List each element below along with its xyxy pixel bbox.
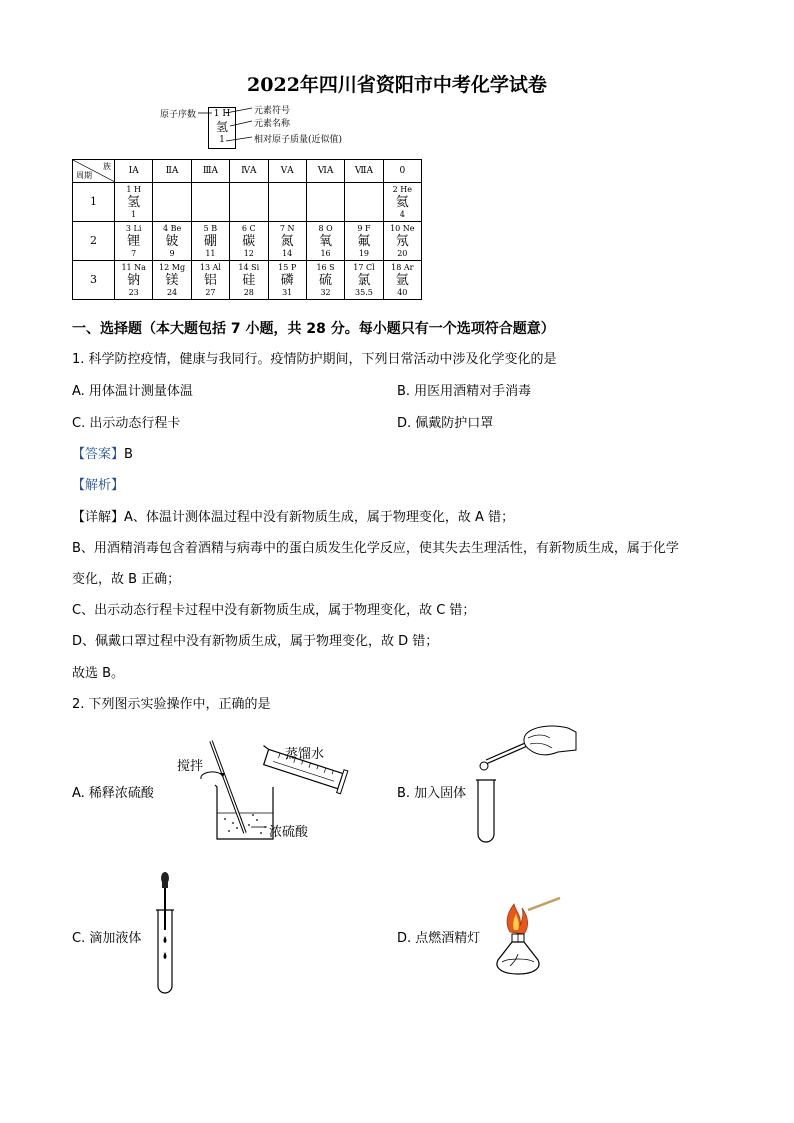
element-symbol: 8 O xyxy=(318,223,333,233)
period-row xyxy=(73,183,422,222)
element-cell xyxy=(115,222,153,261)
element-cell xyxy=(268,222,306,261)
figure-drop-liquid xyxy=(150,870,180,998)
element-symbol: 5 B xyxy=(203,223,218,233)
key-sample-mass: 1 xyxy=(219,135,225,145)
element-cell xyxy=(383,261,421,300)
element-symbol: 17 Cl xyxy=(353,262,375,272)
q2-stem: 2. 下列图示实验操作中，正确的是 xyxy=(72,697,271,712)
element-mass: 35.5 xyxy=(355,287,373,297)
element-name: 锂 xyxy=(127,233,141,249)
answer-value: B xyxy=(124,447,133,462)
element-mass: 20 xyxy=(397,248,408,258)
element-name: 碳 xyxy=(242,233,256,249)
empty-cell xyxy=(153,183,191,222)
element-symbol: 7 N xyxy=(279,223,295,233)
element-mass: 23 xyxy=(128,287,139,297)
element-name: 镁 xyxy=(165,272,179,288)
name-label: 元素名称 xyxy=(254,119,291,129)
detail-1-text: A、体温计测体温过程中没有新物质生成，属于物理变化，故 A 错； xyxy=(124,510,515,525)
element-mass: 27 xyxy=(205,287,216,297)
element-symbol: 14 Si xyxy=(238,262,260,272)
element-symbol: 12 Mg xyxy=(159,262,186,272)
element-cell xyxy=(345,261,383,300)
figure-light-lamp xyxy=(488,888,578,980)
periodic-table xyxy=(72,159,422,300)
group-header: ⅠA xyxy=(115,160,153,183)
q1-detail-2a: B、用酒精消毒包含着酒精与病毒中的蛋白质发生化学反应，使其失去生理活性，有新物质生成，属于化学 xyxy=(72,541,679,556)
element-name: 氧 xyxy=(319,233,333,249)
q2-option-b: B. 加入固体 xyxy=(397,786,467,801)
element-mass: 32 xyxy=(320,287,331,297)
element-cell xyxy=(306,222,344,261)
element-symbol: 16 S xyxy=(316,262,335,272)
group-header: ⅥA xyxy=(306,160,344,183)
symbol-label: 元素符号 xyxy=(254,106,291,116)
analysis-tag: 【解析】 xyxy=(72,478,125,493)
element-name: 硫 xyxy=(319,272,333,288)
element-symbol: 4 Be xyxy=(162,223,182,233)
element-symbol: 13 Al xyxy=(199,262,221,272)
element-cell xyxy=(153,261,191,300)
answer-tag: 【答案】 xyxy=(72,447,125,462)
label-concentrated-acid: 浓硫酸 xyxy=(269,825,309,840)
q1-answer xyxy=(72,443,133,462)
element-name: 氦 xyxy=(395,194,409,210)
element-name: 氩 xyxy=(395,272,409,288)
dropper-test-tube-icon xyxy=(150,870,180,998)
period-number: 2 xyxy=(73,222,115,261)
q1-option-b: B. 用医用酒精对手消毒 xyxy=(397,384,532,399)
element-cell xyxy=(153,222,191,261)
element-name: 磷 xyxy=(280,272,294,288)
element-cell xyxy=(191,222,229,261)
group-header: ⅣA xyxy=(230,160,268,183)
element-symbol: 2 He xyxy=(392,184,412,194)
element-cell xyxy=(383,222,421,261)
section-heading: 一、选择题（本大题包括 7 小题，共 28 分。每小题只有一个选项符合题意） xyxy=(72,321,555,337)
element-name: 钠 xyxy=(127,272,141,288)
empty-cell xyxy=(268,183,306,222)
element-name: 氟 xyxy=(357,233,371,249)
q2-option-d: D. 点燃酒精灯 xyxy=(397,931,481,946)
element-mass: 40 xyxy=(397,287,408,297)
figure-add-solid xyxy=(468,722,578,850)
period-number: 3 xyxy=(73,261,115,300)
element-name: 氮 xyxy=(280,233,294,249)
element-symbol: 9 F xyxy=(357,223,371,233)
corner-period-label: 周期 xyxy=(76,171,92,180)
group-header: ⅦA xyxy=(345,160,383,183)
q1-stem: 1. 科学防控疫情，健康与我同行。疫情防护期间，下列日常活动中涉及化学变化的是 xyxy=(72,352,557,367)
element-symbol: 18 Ar xyxy=(391,262,414,272)
element-cell xyxy=(383,183,421,222)
empty-cell xyxy=(230,183,268,222)
empty-cell xyxy=(191,183,229,222)
label-stir: 搅拌 xyxy=(177,759,204,774)
element-key-legend xyxy=(160,104,370,152)
element-cell xyxy=(115,183,153,222)
q1-conclusion: 故选 B。 xyxy=(72,666,125,681)
element-symbol: 11 Na xyxy=(121,262,146,272)
periodic-table-body xyxy=(73,183,422,300)
atomic-number-label: 原子序数 xyxy=(160,110,197,120)
element-mass: 16 xyxy=(320,248,331,258)
element-symbol: 10 Ne xyxy=(390,223,415,233)
element-cell xyxy=(306,261,344,300)
period-row xyxy=(73,261,422,300)
element-name: 氖 xyxy=(395,233,409,249)
element-name: 铝 xyxy=(203,272,217,288)
alcohol-lamp-flame-icon xyxy=(488,888,578,980)
figure-dilute-acid xyxy=(175,735,375,845)
element-mass: 1 xyxy=(131,209,137,219)
periodic-table-header xyxy=(73,160,422,183)
element-mass: 7 xyxy=(131,248,137,258)
element-symbol: 15 P xyxy=(278,262,297,272)
empty-cell xyxy=(306,183,344,222)
group-header: ⅡA xyxy=(153,160,191,183)
element-mass: 9 xyxy=(169,248,175,258)
q1-option-c: C. 出示动态行程卡 xyxy=(72,416,181,431)
element-symbol: 3 Li xyxy=(125,223,142,233)
q2-option-c: C. 滴加液体 xyxy=(72,931,142,946)
period-row xyxy=(73,222,422,261)
element-cell xyxy=(268,261,306,300)
element-mass: 4 xyxy=(399,209,405,219)
element-cell xyxy=(115,261,153,300)
q1-option-a: A. 用体温计测量体温 xyxy=(72,384,193,399)
key-sample-symbol: 1 H xyxy=(213,109,231,119)
q1-detail-2b: 变化，故 B 正确； xyxy=(72,572,181,587)
group-header: 0 xyxy=(383,160,421,183)
hand-tweezers-test-tube-icon xyxy=(468,722,578,850)
label-distilled-water: 蒸馏水 xyxy=(285,747,325,762)
element-mass: 31 xyxy=(282,287,293,297)
element-mass: 11 xyxy=(205,248,216,258)
element-symbol: 1 H xyxy=(126,184,141,194)
table-corner xyxy=(73,160,115,183)
element-name: 氯 xyxy=(357,272,371,288)
element-name: 铍 xyxy=(165,233,179,249)
corner-group-label: 族 xyxy=(103,162,111,171)
period-number: 1 xyxy=(73,183,115,222)
element-cell xyxy=(230,222,268,261)
element-cell xyxy=(345,222,383,261)
element-cell xyxy=(191,261,229,300)
element-cell xyxy=(230,261,268,300)
element-mass: 12 xyxy=(243,248,254,258)
q1-detail-4: D、佩戴口罩过程中没有新物质生成，属于物理变化，故 D 错； xyxy=(72,634,439,649)
page-title: 2022年四川省资阳市中考化学试卷 xyxy=(247,74,547,96)
mass-label: 相对原子质量(近似值) xyxy=(254,135,343,145)
empty-cell xyxy=(345,183,383,222)
key-sample-name: 氢 xyxy=(215,120,228,134)
element-mass: 19 xyxy=(358,248,370,258)
element-mass: 14 xyxy=(282,248,293,258)
element-symbol: 6 C xyxy=(241,223,256,233)
q1-option-d: D. 佩戴防护口罩 xyxy=(397,416,494,431)
group-header: ⅤA xyxy=(268,160,306,183)
element-name: 硼 xyxy=(203,233,217,249)
element-name: 氢 xyxy=(127,194,141,210)
group-header: ⅢA xyxy=(191,160,229,183)
element-name: 硅 xyxy=(242,272,256,288)
q1-detail-1 xyxy=(72,506,514,525)
element-mass: 24 xyxy=(166,287,178,297)
element-mass: 28 xyxy=(243,287,254,297)
q1-detail-3: C、出示动态行程卡过程中没有新物质生成，属于物理变化，故 C 错； xyxy=(72,603,476,618)
detail-tag: 【详解】 xyxy=(72,510,125,525)
q2-option-a: A. 稀释浓硫酸 xyxy=(72,786,154,801)
